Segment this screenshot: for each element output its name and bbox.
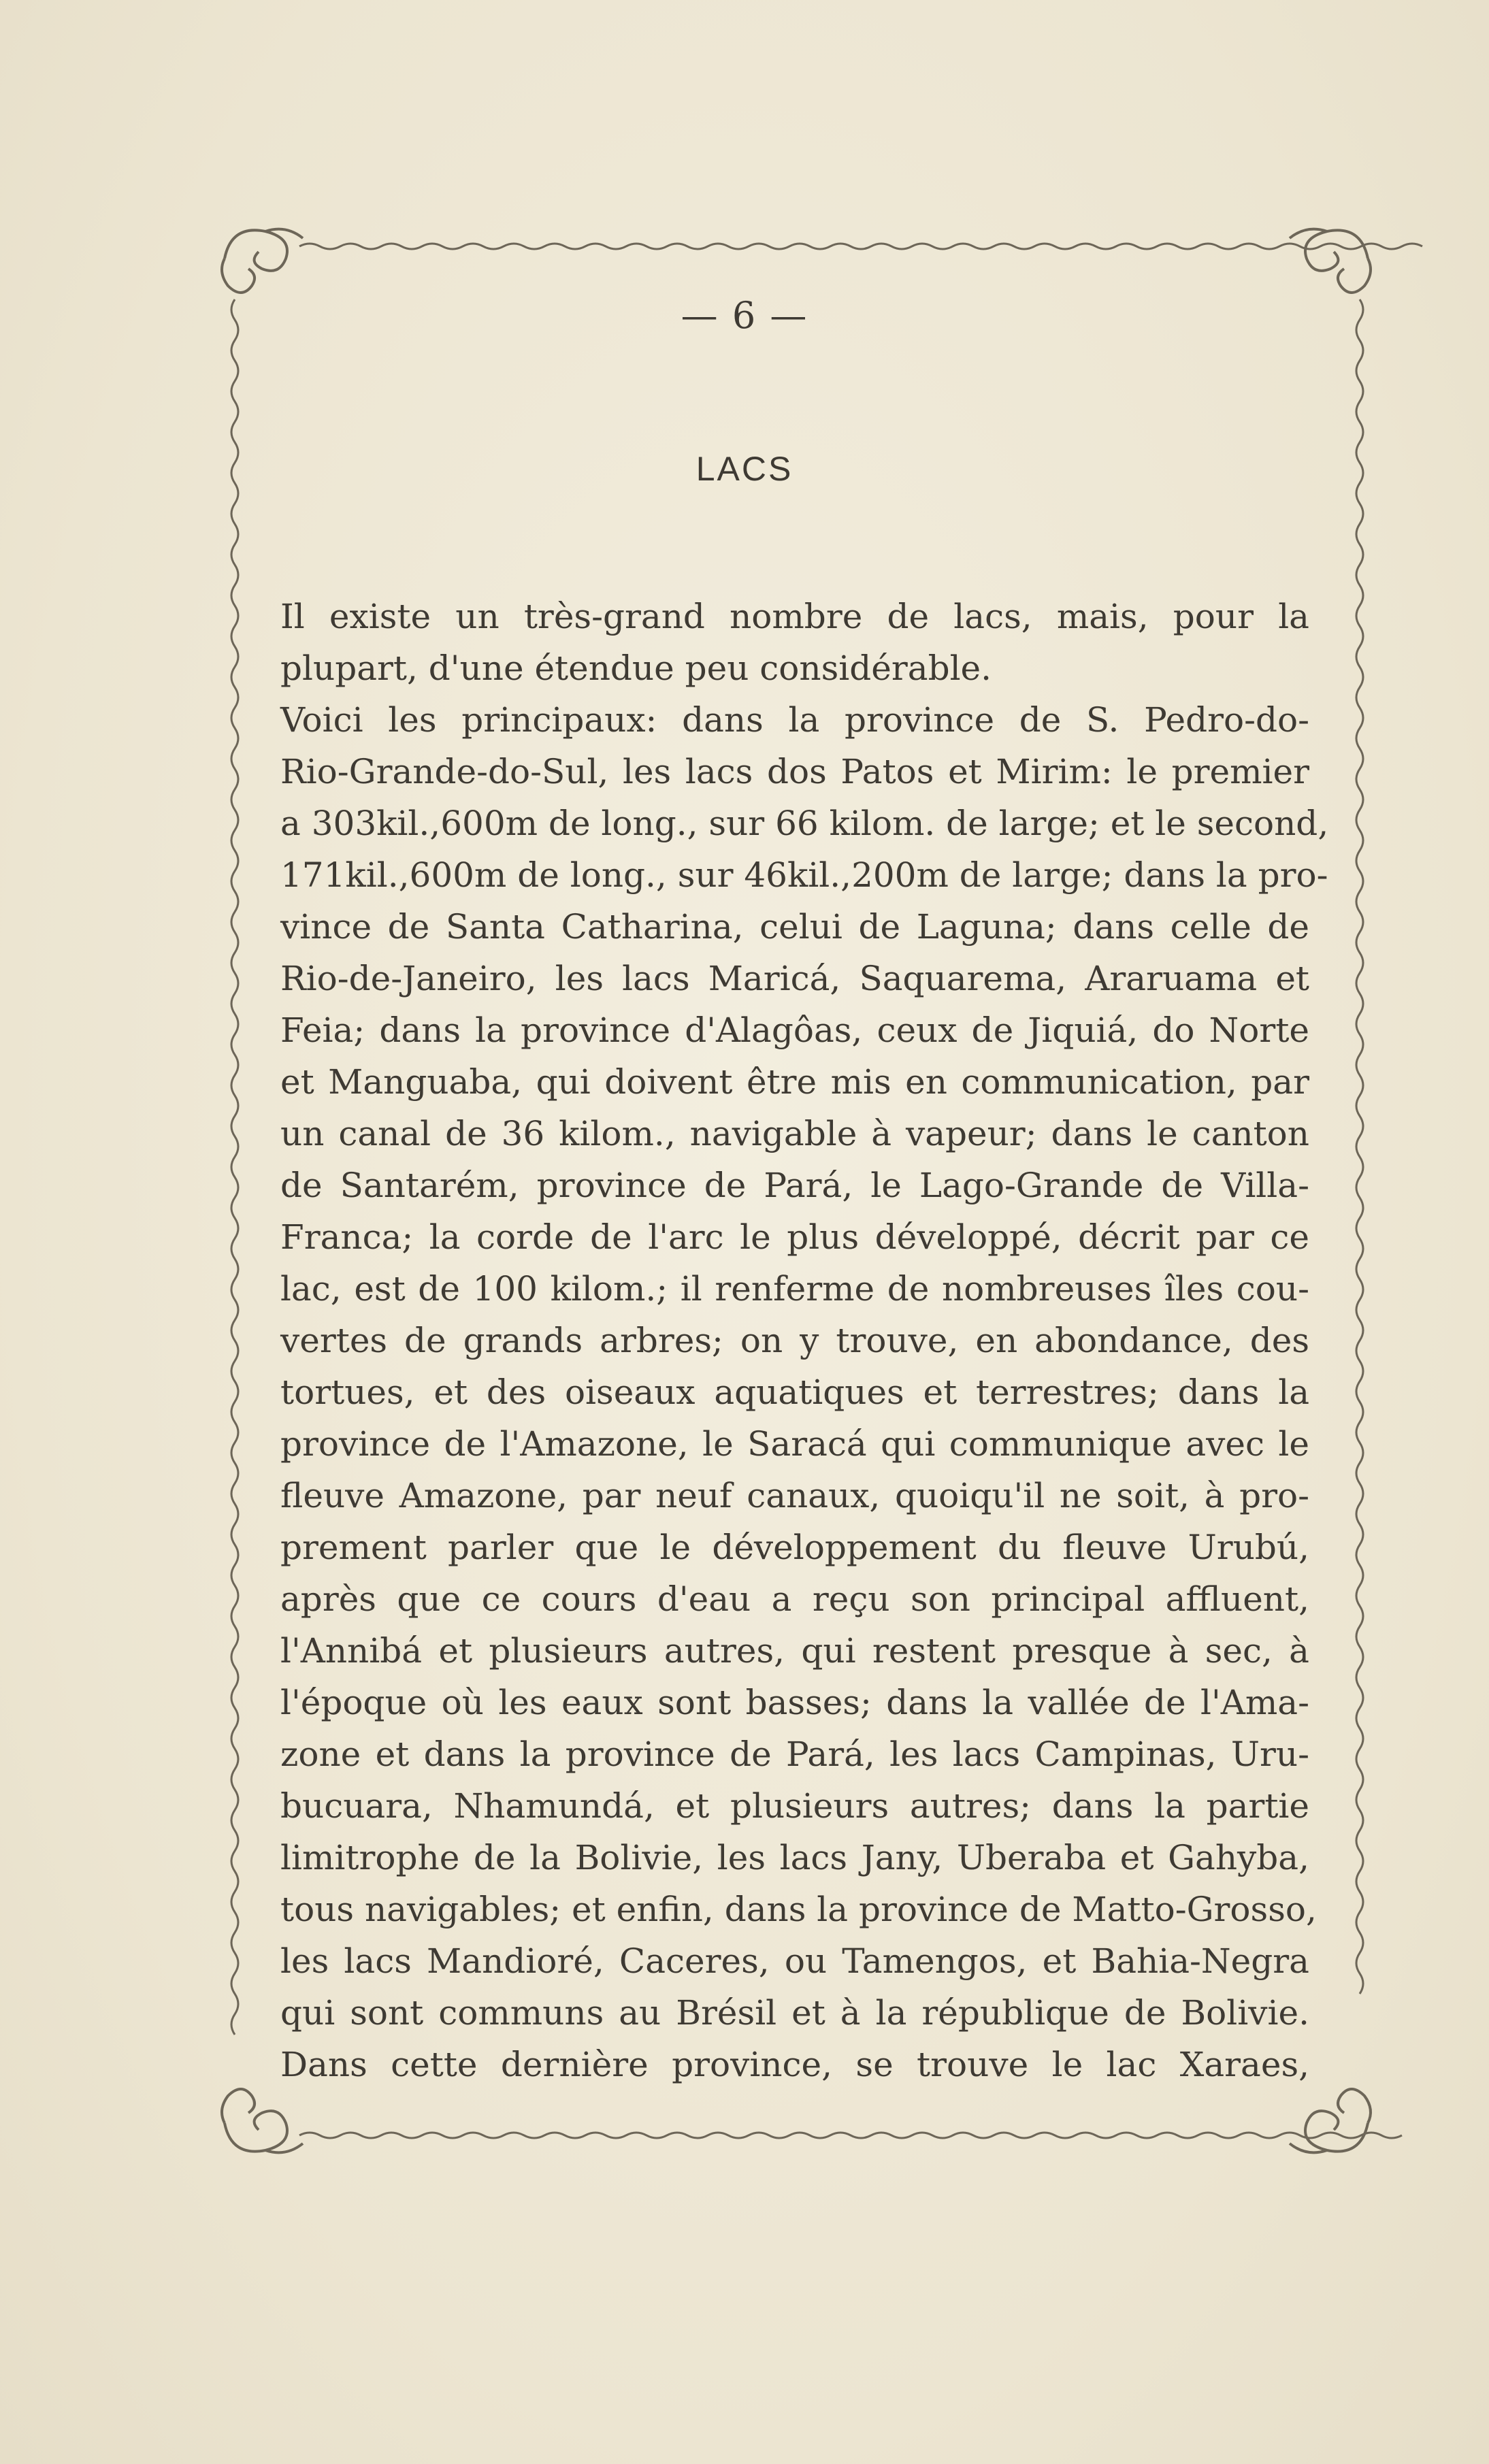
corner-ornament-bottom-left (222, 2089, 303, 2152)
text-line: un canal de 36 kilom., navigable à vapeur; dans le canton (280, 1114, 1309, 1153)
text-line: tous navigables; et enfin, dans la province de Matto-Grosso, (280, 1890, 1317, 1929)
text-line: zone et dans la province de Pará, les lacs Campinas, Uru- (280, 1735, 1309, 1774)
text-line: qui sont communs au Brésil et à la république de Bolivie. (280, 1993, 1309, 2033)
text-line: les lacs Mandioré, Caceres, ou Tamengos, et Bahia-Negra (280, 1941, 1309, 1981)
text-line: lac, est de 100 kilom.; il renferme de nombreuses îles cou- (280, 1269, 1309, 1309)
text-line: Il existe un très-grand nombre de lacs, mais, pour la (280, 597, 1309, 636)
text-line: fleuve Amazone, par neuf canaux, quoiqu'il ne soit, à pro- (280, 1476, 1309, 1515)
text-line: l'époque où les eaux sont basses; dans la vallée de l'Ama- (280, 1683, 1309, 1722)
text-line: vince de Santa Catharina, celui de Laguna; dans celle de (280, 907, 1309, 947)
corner-ornament-top-right (1290, 229, 1371, 293)
text-line: l'Annibá et plusieurs autres, qui restent presque à sec, à (280, 1631, 1309, 1671)
text-line: après que ce cours d'eau a reçu son principal affluent, (280, 1579, 1309, 1619)
text-line: Voici les principaux: dans la province de S. Pedro-do- (280, 700, 1309, 740)
text-line: limitrophe de la Bolivie, les lacs Jany, Uberaba et Gahyba, (280, 1838, 1309, 1877)
body-text (280, 591, 1329, 2090)
text-line: Franca; la corde de l'arc le plus développé, décrit par ce (280, 1217, 1309, 1257)
section-title: LACS (696, 450, 793, 488)
text-line: prement parler que le développement du fleuve Urubú, (280, 1528, 1309, 1567)
text-line: Dans cette dernière province, se trouve le lac Xaraes, (280, 2045, 1309, 2084)
text-line: a 303kil.,600m de long., sur 66 kilom. de large; et le second, (280, 804, 1329, 843)
text-line: et Manguaba, qui doivent être mis en communication, par (280, 1062, 1309, 1102)
text-line: province de l'Amazone, le Saracá qui communique avec le (280, 1424, 1309, 1464)
text-line: Feia; dans la province d'Alagôas, ceux de Jiquiá, do Norte (280, 1011, 1309, 1050)
text-line: vertes de grands arbres; on y trouve, en abondance, des (280, 1321, 1309, 1360)
text-line: Rio-Grande-do-Sul, les lacs dos Patos et Mirim: le premier (280, 752, 1309, 791)
text-line: 171kil.,600m de long., sur 46kil.,200m de large; dans la pro- (280, 855, 1328, 895)
corner-ornament-bottom-right (1290, 2089, 1371, 2152)
text-line: bucuara, Nhamundá, et plusieurs autres; dans la partie (280, 1786, 1309, 1826)
text-line: tortues, et des oiseaux aquatiques et terrestres; dans la (280, 1373, 1309, 1412)
right-border-ornament (1356, 299, 1363, 1994)
text-line: Rio-de-Janeiro, les lacs Maricá, Saquarema, Araruama et (280, 959, 1309, 998)
left-border-ornament (231, 299, 238, 2035)
text-line: plupart, d'une étendue peu considérable. (280, 648, 992, 688)
text-line: de Santarém, province de Pará, le Lago-Grande de Villa- (280, 1166, 1309, 1205)
corner-ornament-top-left (222, 229, 303, 293)
bottom-border-ornament (299, 2133, 1402, 2138)
top-border-ornament (299, 244, 1422, 249)
page-number: — 6 — (681, 294, 808, 337)
